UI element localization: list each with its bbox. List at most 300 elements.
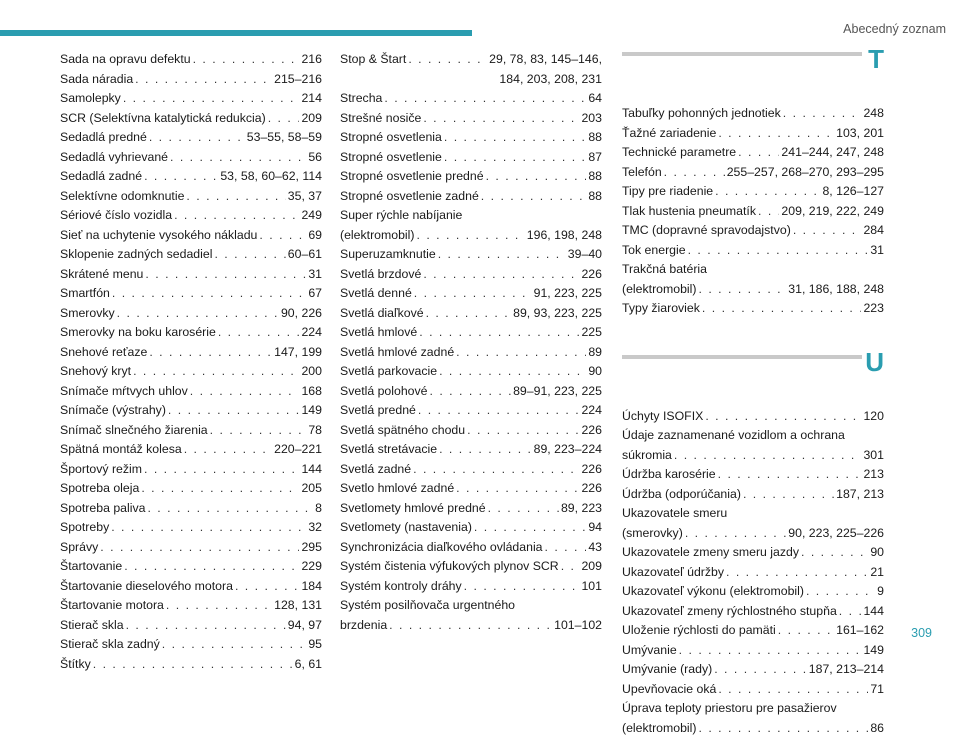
entry-pages: 90, 223, 225–226 — [788, 524, 884, 544]
entry-line — [340, 323, 602, 343]
entry-line — [622, 182, 884, 202]
entry-line — [340, 577, 602, 597]
entry-label: Svetlomety (nastavenia) — [340, 518, 472, 538]
entry-pages: 9 — [877, 582, 884, 602]
entry-line — [622, 621, 884, 641]
dot-leader — [423, 265, 579, 285]
entry-pages: 144 — [863, 602, 884, 622]
entry-pages: 90 — [588, 362, 602, 382]
dot-leader — [135, 70, 272, 90]
dot-leader — [743, 485, 834, 505]
entry-line — [622, 485, 884, 505]
dot-leader — [149, 128, 245, 148]
entry-label: Športový režim — [60, 460, 142, 480]
dot-leader — [481, 187, 587, 207]
index-entry — [622, 221, 884, 241]
dot-leader — [783, 104, 862, 124]
index-entry — [60, 382, 322, 402]
entry-pages: 241–244, 247, 248 — [781, 143, 884, 163]
dot-leader — [126, 616, 286, 636]
entry-line — [340, 187, 602, 207]
index-entry — [340, 109, 602, 129]
dot-leader — [124, 557, 299, 577]
entry-label: (elektromobil) — [622, 280, 696, 300]
entry-pages: 213 — [863, 465, 884, 485]
dot-leader — [718, 680, 868, 700]
entry-pages: 53–55, 58–59 — [247, 128, 322, 148]
dot-leader — [112, 284, 306, 304]
index-entry — [622, 582, 884, 602]
index-entry — [622, 446, 884, 466]
dot-leader — [758, 202, 779, 222]
dot-leader — [413, 460, 579, 480]
entry-pages: 89–91, 223, 225 — [513, 382, 602, 402]
index-column-1 — [60, 50, 322, 674]
entry-line — [340, 226, 602, 246]
entry-pages: 295 — [301, 538, 322, 558]
entry-line — [340, 304, 602, 324]
entry-line — [60, 226, 322, 246]
entry-line — [622, 104, 884, 124]
entry-line — [340, 284, 602, 304]
entry-line — [60, 70, 322, 90]
entry-pages: 35, 37 — [288, 187, 322, 207]
index-entry — [340, 323, 602, 343]
entry-line — [340, 518, 602, 538]
entry-pages: 60–61 — [288, 245, 322, 265]
dot-leader — [147, 499, 313, 519]
entry-pages: 205 — [301, 479, 322, 499]
entry-pages: 103, 201 — [836, 124, 884, 144]
entry-label: Svetlá denné — [340, 284, 412, 304]
entry-pages: 255–257, 268–270, 293–295 — [727, 163, 884, 183]
dot-leader — [715, 182, 820, 202]
index-entry — [622, 719, 884, 738]
entry-label: Svetlá spätného chodu — [340, 421, 465, 441]
entry-pages: 226 — [581, 265, 602, 285]
dot-leader — [439, 440, 532, 460]
dot-leader — [93, 655, 293, 675]
index-entry — [340, 226, 602, 246]
entry-pages: 6, 61 — [295, 655, 322, 675]
index-entry — [622, 465, 884, 485]
entry-line — [622, 719, 884, 738]
index-entry — [340, 421, 602, 441]
entry-label: Sada na opravu defektu — [60, 50, 191, 70]
index-entry — [622, 699, 884, 719]
entry-pages: 184 — [301, 577, 322, 597]
entry-label: Ukazovateľ zmeny rýchlostného stupňa — [622, 602, 837, 622]
entry-line — [340, 109, 602, 129]
dot-leader — [186, 187, 285, 207]
entry-pages: 248 — [863, 104, 884, 124]
index-entry — [622, 124, 884, 144]
index-entry — [60, 187, 322, 207]
dot-leader — [210, 421, 307, 441]
entry-label: Umývanie — [622, 641, 677, 661]
entry-line — [622, 143, 884, 163]
entry-pages: 87 — [588, 148, 602, 168]
entry-pages: 89 — [588, 343, 602, 363]
dot-leader — [718, 124, 834, 144]
index-entry — [622, 485, 884, 505]
dot-leader — [145, 265, 306, 285]
entry-line — [340, 167, 602, 187]
index-entry — [340, 128, 602, 148]
index-entry — [340, 557, 602, 577]
letter-heading — [622, 353, 884, 407]
index-entry — [622, 563, 884, 583]
entry-label: Svetlá hmlové — [340, 323, 417, 343]
dot-leader — [117, 304, 279, 324]
dot-leader — [418, 401, 580, 421]
index-entry — [340, 440, 602, 460]
entry-line — [340, 245, 602, 265]
entry-pages: 209 — [581, 557, 602, 577]
entry-label: Štartovanie motora — [60, 596, 164, 616]
entry-label: Stropné osvetlenie zadné — [340, 187, 479, 207]
entry-label: Tabuľky pohonných jednotiek — [622, 104, 781, 124]
entry-pages: 64 — [588, 89, 602, 109]
entry-line — [60, 148, 322, 168]
entry-label: Selektívne odomknutie — [60, 187, 184, 207]
entry-line — [60, 323, 322, 343]
entry-line — [60, 265, 322, 285]
entry-label: Štartovanie — [60, 557, 122, 577]
letter-label: U — [865, 347, 884, 378]
index-entry — [60, 518, 322, 538]
entry-label: Spotreby — [60, 518, 109, 538]
entry-pages: 196, 198, 248 — [527, 226, 602, 246]
entry-pages: 8, 126–127 — [822, 182, 884, 202]
index-entry — [60, 343, 322, 363]
entry-label: Snehové reťaze — [60, 343, 147, 363]
entry-pages: 284 — [863, 221, 884, 241]
entry-line — [60, 421, 322, 441]
entry-pages: 161–162 — [836, 621, 884, 641]
entry-line — [622, 446, 884, 466]
entry-pages: 187, 213 — [836, 485, 884, 505]
entry-label: Smerovky — [60, 304, 115, 324]
dot-leader — [726, 563, 868, 583]
dot-leader — [218, 323, 300, 343]
dot-leader — [193, 50, 300, 70]
entry-line — [60, 50, 322, 70]
entry-line — [340, 538, 602, 558]
entry-label: Samolepky — [60, 89, 121, 109]
entry-line — [60, 128, 322, 148]
entry-pages: 71 — [870, 680, 884, 700]
entry-label: (elektromobil) — [622, 719, 696, 738]
index-column-2 — [340, 50, 602, 635]
entry-line — [60, 187, 322, 207]
dot-leader — [408, 50, 487, 70]
entry-line — [622, 543, 884, 563]
entry-line — [60, 655, 322, 675]
entry-label: Sériové číslo vozidla — [60, 206, 172, 226]
entry-line — [340, 616, 602, 636]
entry-line — [60, 362, 322, 382]
dot-leader — [486, 167, 587, 187]
entry-line — [60, 343, 322, 363]
entry-pages: 226 — [581, 479, 602, 499]
index-entry — [340, 382, 602, 402]
index-entry — [340, 206, 602, 226]
index-entry — [622, 280, 884, 300]
entry-label: Svetlá hmlové zadné — [340, 343, 454, 363]
index-entry — [622, 621, 884, 641]
entry-line — [60, 479, 322, 499]
entry-line — [60, 206, 322, 226]
dot-leader — [474, 518, 586, 538]
dot-leader — [166, 596, 272, 616]
index-entry — [340, 148, 602, 168]
entry-label: Údržba (odporúčania) — [622, 485, 741, 505]
entry-pages: 90, 226 — [281, 304, 322, 324]
entry-pages: 214 — [301, 89, 322, 109]
entry-line — [622, 221, 884, 241]
dot-leader — [444, 128, 586, 148]
dot-leader — [806, 582, 875, 602]
entry-line — [60, 304, 322, 324]
entry-pages: 168 — [301, 382, 322, 402]
entry-line — [340, 343, 602, 363]
entry-line — [622, 241, 884, 261]
entry-line — [340, 460, 602, 480]
dot-leader — [664, 163, 725, 183]
dot-leader — [419, 323, 579, 343]
entry-pages: 216 — [301, 50, 322, 70]
dot-leader — [184, 440, 272, 460]
dot-leader — [430, 382, 512, 402]
entry-label: Správy — [60, 538, 98, 558]
entry-label: SCR (Selektívna katalytická redukcia) — [60, 109, 266, 129]
section-title: Abecedný zoznam — [843, 22, 946, 36]
entry-label: Sada náradia — [60, 70, 133, 90]
entry-line — [622, 641, 884, 661]
dot-leader — [214, 245, 285, 265]
entry-pages: 215–216 — [274, 70, 322, 90]
index-entry — [340, 401, 602, 421]
entry-line — [60, 499, 322, 519]
index-entry — [60, 362, 322, 382]
entry-label: Sedadlá zadné — [60, 167, 142, 187]
index-entry — [60, 596, 322, 616]
entry-label: Systém kontroly dráhy — [340, 577, 462, 597]
entry-label: Ukazovatele zmeny smeru jazdy — [622, 543, 799, 563]
entry-label: Synchronizácia diaľkového ovládania — [340, 538, 543, 558]
index-entry — [340, 89, 602, 109]
entry-pages: 29, 78, 83, 145–146, — [489, 50, 602, 70]
dot-leader — [467, 421, 579, 441]
entry-pages: 200 — [301, 362, 322, 382]
index-entry — [60, 50, 322, 70]
header-accent-bar — [0, 30, 472, 36]
entry-label: Superuzamknutie — [340, 245, 436, 265]
entry-label: Stop & Štart — [340, 50, 406, 70]
entry-pages: 90 — [870, 543, 884, 563]
entry-line — [60, 245, 322, 265]
dot-leader — [100, 538, 299, 558]
entry-label: Ukazovatele smeru — [622, 504, 884, 524]
entry-label: Strecha — [340, 89, 382, 109]
entry-label: (elektromobil) — [340, 226, 414, 246]
entry-pages: 224 — [581, 401, 602, 421]
dot-leader — [444, 148, 586, 168]
index-entry — [340, 460, 602, 480]
entry-label: Upevňovacie oká — [622, 680, 716, 700]
entry-label: Stropné osvetlenie predné — [340, 167, 484, 187]
index-entry — [340, 577, 602, 597]
index-entry — [60, 421, 322, 441]
dot-leader — [416, 226, 524, 246]
dot-leader — [133, 362, 299, 382]
entry-pages: 88 — [588, 187, 602, 207]
entry-pages: 220–221 — [274, 440, 322, 460]
entry-label: Super rýchle nabíjanie — [340, 206, 602, 226]
index-entry — [60, 655, 322, 675]
entry-label: Svetlo hmlové zadné — [340, 479, 454, 499]
entry-label: (smerovky) — [622, 524, 683, 544]
index-entry — [60, 440, 322, 460]
index-entry — [340, 479, 602, 499]
entry-label: Údaje zaznamenané vozidlom a ochrana — [622, 426, 884, 446]
entry-label: Štartovanie dieselového motora — [60, 577, 233, 597]
entry-line — [340, 382, 602, 402]
index-entry — [622, 543, 884, 563]
dot-leader — [384, 89, 586, 109]
dot-leader — [439, 362, 586, 382]
index-entry — [622, 504, 884, 524]
index-entry — [340, 538, 602, 558]
index-entry — [60, 577, 322, 597]
entry-label: Svetlá predné — [340, 401, 416, 421]
letter-rule — [622, 52, 862, 56]
entry-line — [340, 148, 602, 168]
index-entry — [340, 518, 602, 538]
entry-label: Smartfón — [60, 284, 110, 304]
dot-leader — [688, 241, 869, 261]
entry-pages: 31, 186, 188, 248 — [788, 280, 884, 300]
dot-leader — [414, 284, 532, 304]
index-entry — [622, 163, 884, 183]
entry-label: Svetlá parkovacie — [340, 362, 437, 382]
entry-pages: 32 — [308, 518, 322, 538]
entry-line — [60, 460, 322, 480]
dot-leader — [793, 221, 862, 241]
entry-pages: 101–102 — [554, 616, 602, 636]
index-entry — [340, 187, 602, 207]
entry-label: Snímače mŕtvych uhlov — [60, 382, 188, 402]
dot-leader — [268, 109, 300, 129]
index-entry — [340, 245, 602, 265]
entry-line — [622, 465, 884, 485]
entry-label: Technické parametre — [622, 143, 736, 163]
entry-pages: 53, 58, 60–62, 114 — [220, 167, 322, 187]
entry-pages: 39–40 — [568, 245, 602, 265]
entry-line — [622, 124, 884, 144]
entry-line — [340, 128, 602, 148]
entry-pages: 91, 223, 225 — [534, 284, 602, 304]
index-entry — [60, 323, 322, 343]
letter-rule — [622, 355, 862, 359]
entry-line — [340, 50, 602, 70]
entry-label: Štítky — [60, 655, 91, 675]
index-entry — [60, 70, 322, 90]
entry-line — [60, 538, 322, 558]
index-entry — [340, 362, 602, 382]
entry-label: Tipy pre riadenie — [622, 182, 713, 202]
entry-pages: 89, 223–224 — [534, 440, 602, 460]
entry-label: Umývanie (rady) — [622, 660, 712, 680]
index-entry — [340, 596, 602, 616]
dot-leader — [423, 109, 579, 129]
entry-label: Stierač skla zadný — [60, 635, 160, 655]
index-entry — [622, 104, 884, 124]
dot-leader — [123, 89, 300, 109]
entry-pages: 225 — [581, 323, 602, 343]
index-entry — [60, 265, 322, 285]
entry-line — [622, 163, 884, 183]
dot-leader — [111, 518, 306, 538]
index-entry — [340, 284, 602, 304]
entry-pages: 8 — [315, 499, 322, 519]
entry-label: brzdenia — [340, 616, 387, 636]
entry-label: Skrátené menu — [60, 265, 143, 285]
index-entry — [60, 206, 322, 226]
entry-line — [622, 602, 884, 622]
letter-label: T — [868, 44, 884, 75]
dot-leader — [702, 299, 862, 319]
dot-leader — [162, 635, 307, 655]
entry-label: Stropné osvetlenia — [340, 128, 442, 148]
dot-leader — [170, 148, 306, 168]
index-entry — [622, 524, 884, 544]
dot-leader — [698, 280, 786, 300]
entry-line — [622, 563, 884, 583]
entry-line — [340, 89, 602, 109]
entry-line — [60, 401, 322, 421]
entry-line — [60, 167, 322, 187]
entry-label: Strešné nosiče — [340, 109, 421, 129]
letter-heading — [622, 50, 884, 104]
entry-label: Snímač slnečného žiarenia — [60, 421, 208, 441]
entry-pages: 223 — [863, 299, 884, 319]
entry-line — [622, 680, 884, 700]
entry-line — [60, 89, 322, 109]
index-entry — [60, 557, 322, 577]
entry-label: Svetlá diaľkové — [340, 304, 424, 324]
section-gap — [622, 319, 884, 353]
index-entry — [340, 304, 602, 324]
index-entry — [340, 499, 602, 519]
index-entry — [60, 109, 322, 129]
index-entry — [622, 407, 884, 427]
entry-pages: 31 — [870, 241, 884, 261]
entry-pages: 209 — [301, 109, 322, 129]
entry-label: Sieť na uchytenie vysokého nákladu — [60, 226, 257, 246]
entry-label: Typy žiaroviek — [622, 299, 700, 319]
dot-leader — [738, 143, 779, 163]
dot-leader — [190, 382, 300, 402]
entry-label: Spätná montáž kolesa — [60, 440, 182, 460]
index-entry — [340, 50, 602, 89]
entry-pages: 89, 223 — [561, 499, 602, 519]
entry-label: Úprava teploty priestoru pre pasažierov — [622, 699, 884, 719]
dot-leader — [801, 543, 868, 563]
entry-line — [60, 577, 322, 597]
entry-label: súkromia — [622, 446, 672, 466]
